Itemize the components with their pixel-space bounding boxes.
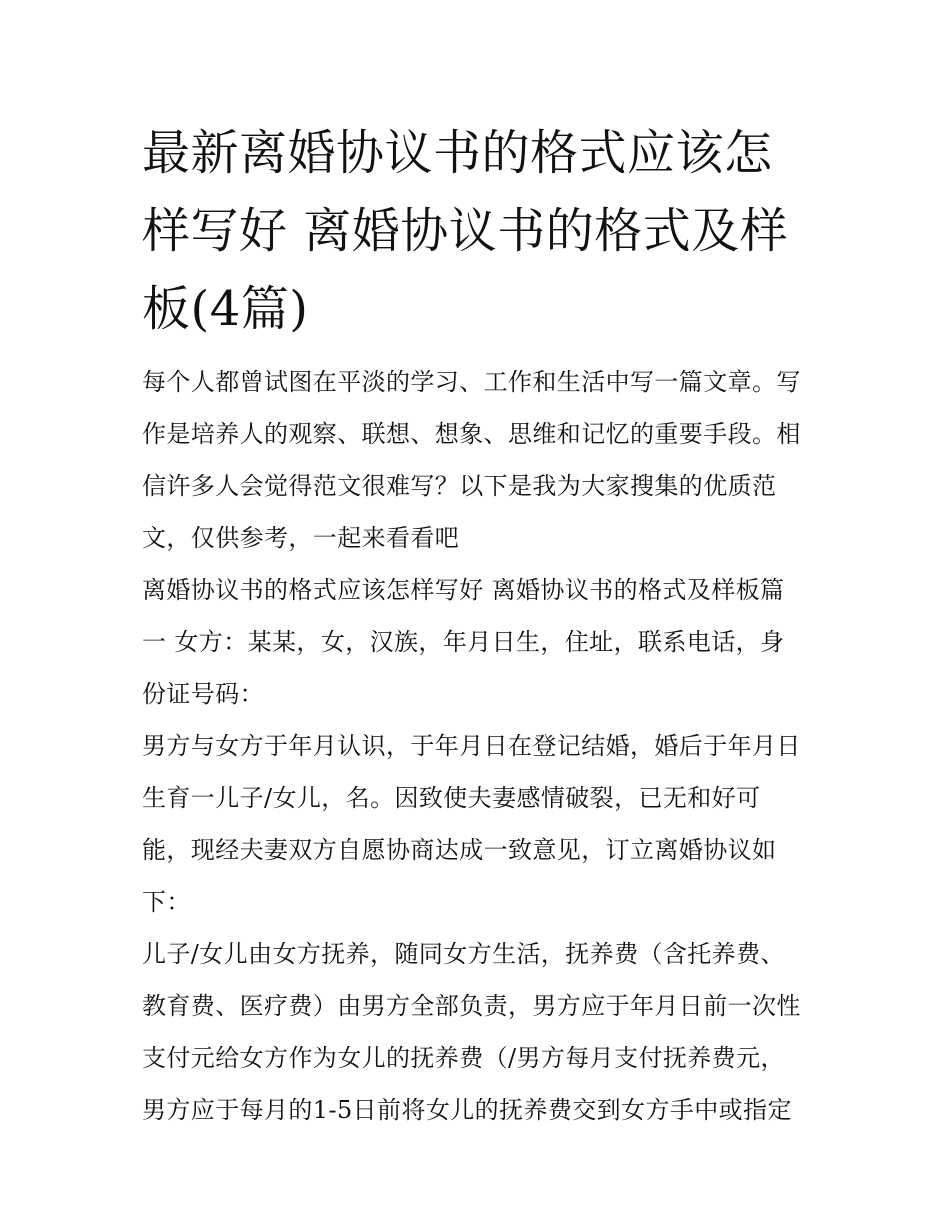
para2-line-1: 男方与女方于年月认识，于年月日在登记结婚，婚后于年月日 bbox=[142, 732, 801, 760]
para3-line-1: 儿子/女儿由女方抚养，随同女方生活，抚养费（含托养费、 bbox=[142, 940, 785, 968]
section-line-2: 一 女方：某某，女，汉族，年月日生，住址，联系电话，身 bbox=[142, 628, 785, 656]
marriage-paragraph bbox=[142, 720, 814, 928]
para2-line-3: 能，现经夫妻双方自愿协商达成一致意见，订立离婚协议如 bbox=[142, 836, 777, 864]
para2-line-4: 下： bbox=[142, 888, 191, 916]
para3-line-2: 教育费、医疗费）由男方全部负责，男方应于年月日前一次性 bbox=[142, 992, 801, 1020]
document-page bbox=[142, 114, 814, 1136]
intro-line-3: 信许多人会觉得范文很难写？以下是我为大家搜集的优质范 bbox=[142, 472, 777, 500]
intro-line-1: 每个人都曾试图在平淡的学习、工作和生活中写一篇文章。写 bbox=[142, 368, 801, 396]
para2-line-2: 生育一儿子/女儿，名。因致使夫妻感情破裂，已无和好可 bbox=[142, 784, 761, 812]
section-line-3: 份证号码： bbox=[142, 680, 264, 708]
document-title bbox=[142, 114, 814, 348]
para3-line-3: 支付元给女方作为女儿的抚养费（/男方每月支付抚养费元， bbox=[142, 1044, 785, 1072]
title-line-3: 板(4篇) bbox=[142, 281, 309, 337]
section-line-1: 离婚协议书的格式应该怎样写好 离婚协议书的格式及样板篇 bbox=[142, 576, 785, 604]
intro-line-2: 作是培养人的观察、联想、想象、思维和记忆的重要手段。相 bbox=[142, 420, 801, 448]
intro-line-4: 文，仅供参考，一起来看看吧 bbox=[142, 524, 460, 552]
para3-line-4: 男方应于每月的1-5日前将女儿的抚养费交到女方手中或指定 bbox=[142, 1096, 792, 1124]
section-heading-paragraph bbox=[142, 564, 814, 720]
intro-paragraph bbox=[142, 356, 814, 564]
custody-paragraph bbox=[142, 928, 814, 1136]
title-line-2: 样写好 离婚协议书的格式及样 bbox=[142, 203, 789, 259]
title-line-1: 最新离婚协议书的格式应该怎 bbox=[142, 125, 773, 181]
